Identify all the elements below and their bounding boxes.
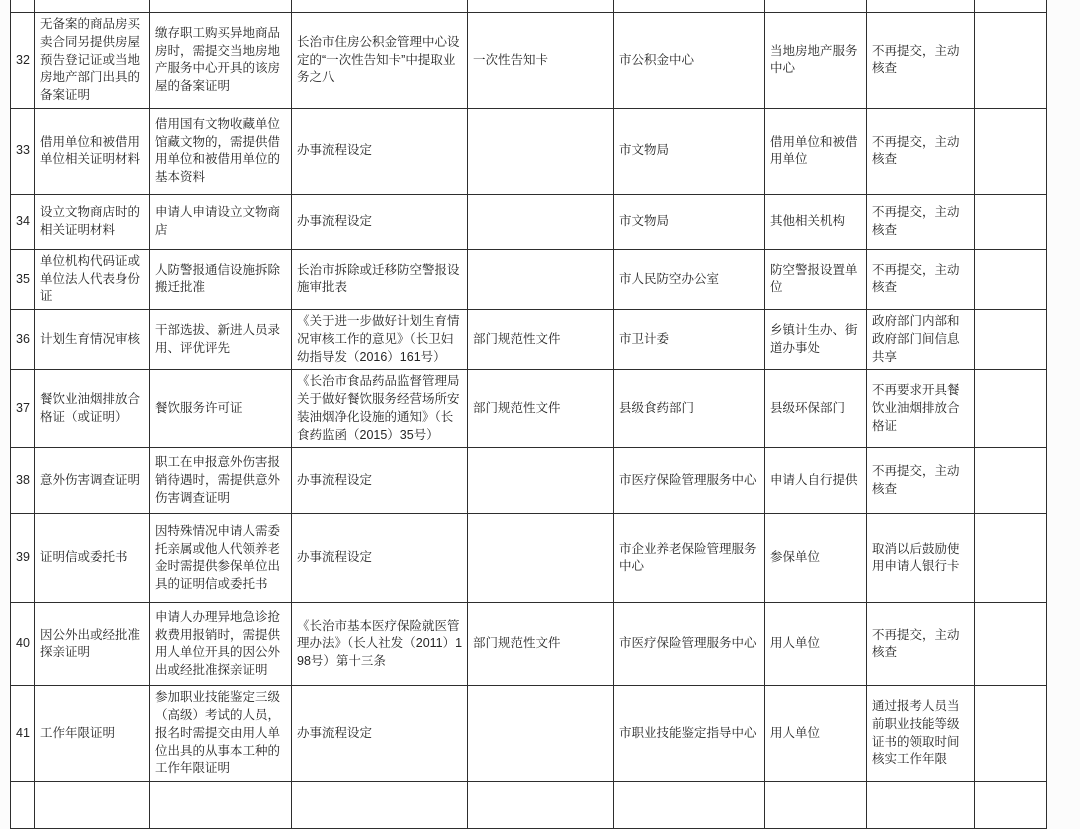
cell bbox=[867, 782, 975, 829]
table-body bbox=[11, 0, 1047, 829]
cell bbox=[11, 782, 35, 829]
cell-usage-description: 缴存职工购买异地商品房时，需提交当地房地产服务中心开具的该房屋的备案证明 bbox=[150, 13, 292, 109]
table-row-clipped-bottom bbox=[11, 782, 1047, 829]
document-table-container bbox=[10, 0, 1047, 829]
cell-usage-description: 餐饮服务许可证 bbox=[150, 370, 292, 448]
cell bbox=[292, 0, 468, 13]
cell-providing-unit: 参保单位 bbox=[765, 514, 867, 603]
cell-usage-description: 借用国有文物收藏单位馆藏文物的，需提供借用单位和被借用单位的基本资料 bbox=[150, 108, 292, 194]
cell-issuing-authority: 市文物局 bbox=[614, 194, 765, 249]
cell-row-number: 35 bbox=[11, 249, 35, 309]
cell-handling-after-cancel: 取消以后鼓励使用申请人银行卡 bbox=[867, 514, 975, 603]
cell-remark bbox=[975, 686, 1047, 782]
table-row bbox=[11, 603, 1047, 686]
cell-setting-basis: 长治市拆除或迁移防空警报设施审批表 bbox=[292, 249, 468, 309]
table-row bbox=[11, 514, 1047, 603]
cell bbox=[35, 0, 150, 13]
cell bbox=[11, 0, 35, 13]
cell-basis-type: 部门规范性文件 bbox=[468, 370, 614, 448]
cell-row-number: 33 bbox=[11, 108, 35, 194]
cell-row-number: 34 bbox=[11, 194, 35, 249]
cell-issuing-authority: 市公积金中心 bbox=[614, 13, 765, 109]
cell-certificate-name: 设立文物商店时的相关证明材料 bbox=[35, 194, 150, 249]
cell-issuing-authority: 市人民防空办公室 bbox=[614, 249, 765, 309]
cell bbox=[765, 782, 867, 829]
cell-certificate-name: 无备案的商品房买卖合同另提供房屋预告登记证或当地房地产部门出具的备案证明 bbox=[35, 13, 150, 109]
cell-setting-basis: 办事流程设定 bbox=[292, 108, 468, 194]
cell-setting-basis: 办事流程设定 bbox=[292, 686, 468, 782]
cell-usage-description: 人防警报通信设施拆除搬迁批准 bbox=[150, 249, 292, 309]
cell-remark bbox=[975, 13, 1047, 109]
cell-providing-unit: 县级环保部门 bbox=[765, 370, 867, 448]
cell-usage-description: 因特殊情况申请人需委托亲属或他人代领养老金时需提供参保单位出具的证明信或委托书 bbox=[150, 514, 292, 603]
cell-certificate-name: 借用单位和被借用单位相关证明材料 bbox=[35, 108, 150, 194]
cell-setting-basis: 《长治市食品药品监督管理局关于做好餐饮服务经营场所安装油烟净化设施的通知》（长食药监函（2015）35号） bbox=[292, 370, 468, 448]
cell-basis-type bbox=[468, 194, 614, 249]
table-row bbox=[11, 194, 1047, 249]
cell-usage-description: 申请人办理异地急诊抢救费用报销时，需提供用人单位开具的因公外出或经批准探亲证明 bbox=[150, 603, 292, 686]
cell-basis-type bbox=[468, 108, 614, 194]
cell-providing-unit: 防空警报设置单位 bbox=[765, 249, 867, 309]
cell-remark bbox=[975, 194, 1047, 249]
cell-providing-unit: 用人单位 bbox=[765, 603, 867, 686]
cell-basis-type: 一次性告知卡 bbox=[468, 13, 614, 109]
cell-handling-after-cancel: 不再提交，主动核查 bbox=[867, 108, 975, 194]
cell-setting-basis: 长治市住房公积金管理中心设定的“一次性告知卡”中提取业务之八 bbox=[292, 13, 468, 109]
cell-handling-after-cancel: 不再提交，主动核查 bbox=[867, 448, 975, 514]
cell-providing-unit: 申请人自行提供 bbox=[765, 448, 867, 514]
cell-remark bbox=[975, 310, 1047, 370]
cell-providing-unit: 用人单位 bbox=[765, 686, 867, 782]
cell bbox=[150, 0, 292, 13]
cell-handling-after-cancel: 通过报考人员当前职业技能等级证书的领取时间核实工作年限 bbox=[867, 686, 975, 782]
cell-row-number: 39 bbox=[11, 514, 35, 603]
cell bbox=[468, 782, 614, 829]
cell-certificate-name: 餐饮业油烟排放合格证（或证明） bbox=[35, 370, 150, 448]
cell bbox=[765, 0, 867, 13]
cell-basis-type bbox=[468, 686, 614, 782]
cell-handling-after-cancel: 政府部门内部和政府部门间信息共享 bbox=[867, 310, 975, 370]
cell-remark bbox=[975, 370, 1047, 448]
cell-certificate-name: 意外伤害调查证明 bbox=[35, 448, 150, 514]
cell-issuing-authority: 市职业技能鉴定指导中心 bbox=[614, 686, 765, 782]
cell-issuing-authority: 市企业养老保险管理服务中心 bbox=[614, 514, 765, 603]
cell bbox=[867, 0, 975, 13]
cell-providing-unit: 当地房地产服务中心 bbox=[765, 13, 867, 109]
cell-remark bbox=[975, 603, 1047, 686]
cell bbox=[614, 0, 765, 13]
cell-providing-unit: 借用单位和被借用单位 bbox=[765, 108, 867, 194]
cell bbox=[292, 782, 468, 829]
cell-handling-after-cancel: 不再提交，主动核查 bbox=[867, 249, 975, 309]
cell-issuing-authority: 市文物局 bbox=[614, 108, 765, 194]
cell-certificate-name: 因公外出或经批准探亲证明 bbox=[35, 603, 150, 686]
table-row bbox=[11, 310, 1047, 370]
cell-usage-description: 干部选拔、新进人员录用、评优评先 bbox=[150, 310, 292, 370]
cell-handling-after-cancel: 不再提交，主动核查 bbox=[867, 13, 975, 109]
cell-basis-type bbox=[468, 249, 614, 309]
cell-usage-description: 参加职业技能鉴定三级（高级）考试的人员，报名时需提交由用人单位出具的从事本工种的工作年限证明 bbox=[150, 686, 292, 782]
cell-handling-after-cancel: 不再提交，主动核查 bbox=[867, 194, 975, 249]
cell-usage-description: 申请人申请设立文物商店 bbox=[150, 194, 292, 249]
cell-setting-basis: 办事流程设定 bbox=[292, 194, 468, 249]
cell-basis-type: 部门规范性文件 bbox=[468, 310, 614, 370]
cell-remark bbox=[975, 249, 1047, 309]
table-row-clipped-top bbox=[11, 0, 1047, 13]
cell-basis-type: 部门规范性文件 bbox=[468, 603, 614, 686]
cell-handling-after-cancel: 不再提交，主动核查 bbox=[867, 603, 975, 686]
cell-basis-type bbox=[468, 514, 614, 603]
cell-setting-basis: 办事流程设定 bbox=[292, 448, 468, 514]
cell-issuing-authority: 市卫计委 bbox=[614, 310, 765, 370]
cell-providing-unit: 乡镇计生办、街道办事处 bbox=[765, 310, 867, 370]
cell-row-number: 37 bbox=[11, 370, 35, 448]
cell-basis-type bbox=[468, 448, 614, 514]
cell bbox=[614, 782, 765, 829]
table-row bbox=[11, 686, 1047, 782]
cell-providing-unit: 其他相关机构 bbox=[765, 194, 867, 249]
cell bbox=[150, 782, 292, 829]
cell-row-number: 41 bbox=[11, 686, 35, 782]
cell-remark bbox=[975, 514, 1047, 603]
cell-row-number: 38 bbox=[11, 448, 35, 514]
cell-issuing-authority: 市医疗保险管理服务中心 bbox=[614, 448, 765, 514]
cell bbox=[975, 782, 1047, 829]
cell-issuing-authority: 市医疗保险管理服务中心 bbox=[614, 603, 765, 686]
cell bbox=[975, 0, 1047, 13]
cell bbox=[35, 782, 150, 829]
table-row bbox=[11, 370, 1047, 448]
cell-certificate-name: 计划生育情况审核 bbox=[35, 310, 150, 370]
table-row bbox=[11, 249, 1047, 309]
cell bbox=[468, 0, 614, 13]
cell-certificate-name: 单位机构代码证或单位法人代表身份证 bbox=[35, 249, 150, 309]
cell-remark bbox=[975, 448, 1047, 514]
cell-certificate-name: 证明信或委托书 bbox=[35, 514, 150, 603]
cell-certificate-name: 工作年限证明 bbox=[35, 686, 150, 782]
cell-setting-basis: 《关于进一步做好计划生育情况审核工作的意见》（长卫妇幼指导发（2016）161号） bbox=[292, 310, 468, 370]
cell-setting-basis: 《长治市基本医疗保险就医管理办法》（长人社发（2011）198号）第十三条 bbox=[292, 603, 468, 686]
cell-row-number: 32 bbox=[11, 13, 35, 109]
cell-handling-after-cancel: 不再要求开具餐饮业油烟排放合格证 bbox=[867, 370, 975, 448]
table-row bbox=[11, 108, 1047, 194]
table-row bbox=[11, 448, 1047, 514]
cell-setting-basis: 办事流程设定 bbox=[292, 514, 468, 603]
cell-remark bbox=[975, 108, 1047, 194]
cell-issuing-authority: 县级食药部门 bbox=[614, 370, 765, 448]
table-row bbox=[11, 13, 1047, 109]
cell-usage-description: 职工在申报意外伤害报销待遇时，需提供意外伤害调查证明 bbox=[150, 448, 292, 514]
cell-row-number: 40 bbox=[11, 603, 35, 686]
certificate-table bbox=[10, 0, 1047, 829]
cell-row-number: 36 bbox=[11, 310, 35, 370]
